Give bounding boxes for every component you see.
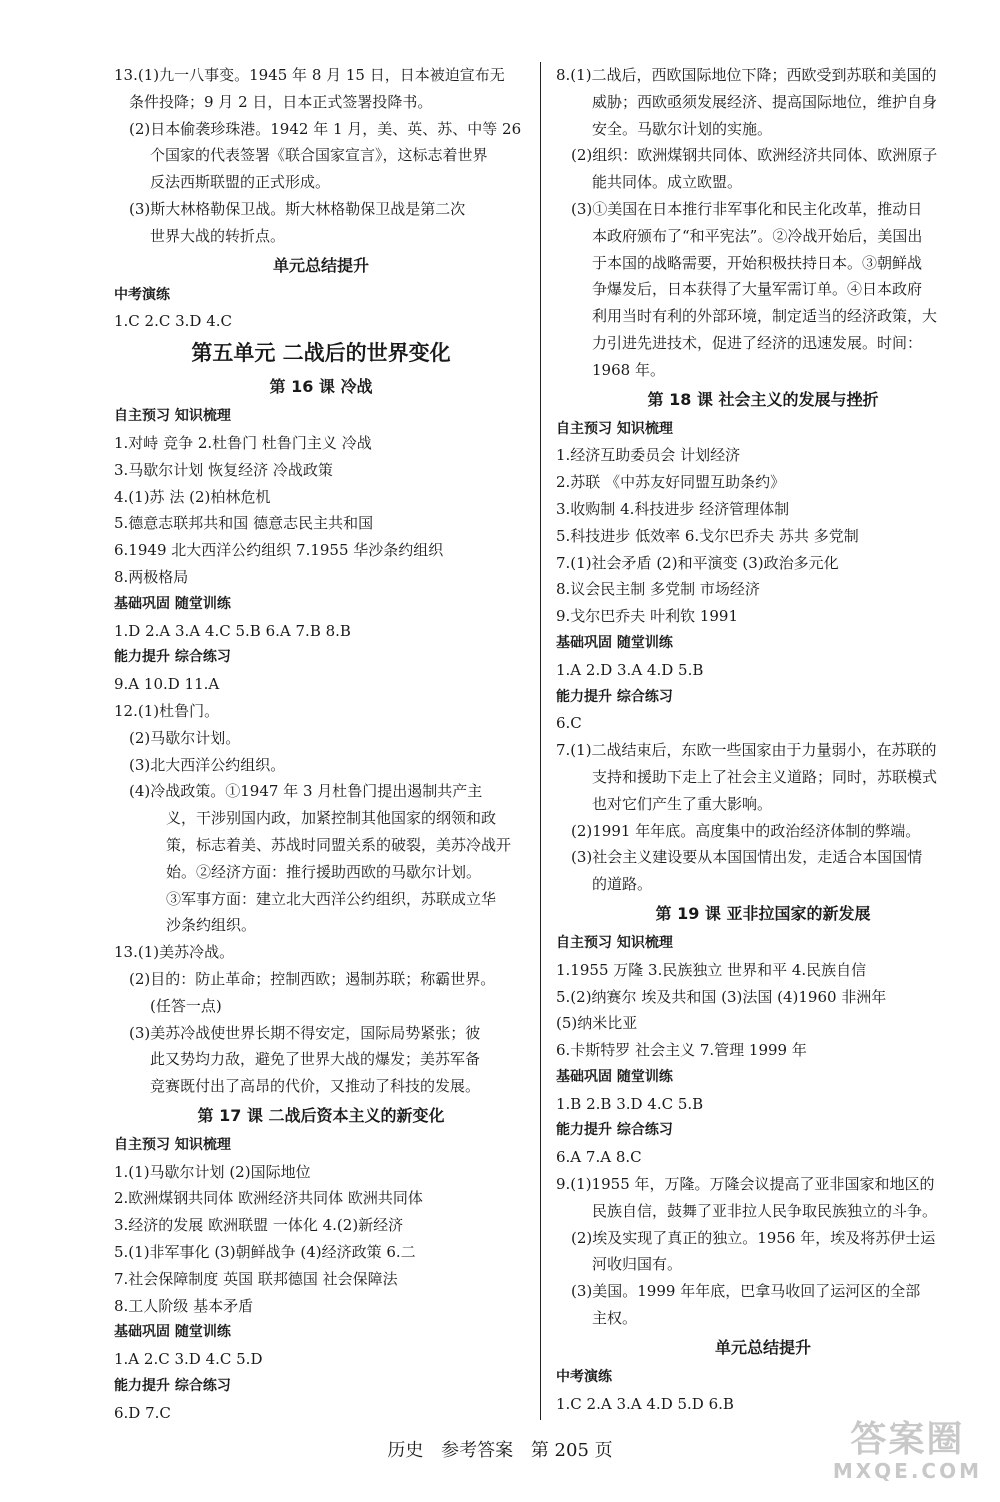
footer-page-number: 第 205 页 — [530, 1440, 613, 1461]
subsection-heading: 基础巩固 随堂训练 — [556, 1068, 673, 1085]
answer-line: 13.(1)九一八事变。1945 年 8 月 15 日，日本被迫宣布无 — [114, 66, 505, 84]
answer-line: 的道路。 — [592, 875, 653, 894]
answer-line: 6.卡斯特罗 社会主义 7.管理 1999 年 — [556, 1041, 807, 1060]
answer-line: 3.马歇尔计划 恢复经济 冷战政策 — [114, 460, 333, 479]
answer-line: 个国家的代表签署《联合国家宣言》，这标志着世界 — [150, 146, 488, 165]
answer-line: 义，干涉别国内政，加紧控制其他国家的纲领和政 — [166, 809, 497, 828]
subsection-heading: 自主预习 知识梳理 — [114, 408, 231, 425]
answer-line: 条件投降；9 月 2 日，日本正式签署投降书。 — [129, 92, 433, 111]
answer-line: 支持和援助下走上了社会主义道路；同时，苏联模式 — [592, 767, 938, 786]
answer-line: (3)美苏冷战使世界长期不得安定，国际局势紧张；彼 — [129, 1023, 481, 1042]
answer-line: (3)北大西洋公约组织。 — [129, 755, 286, 774]
answer-line: 6.A 7.A 8.C — [556, 1148, 642, 1167]
answer-line: 1.C 2.A 3.A 4.D 5.D 6.B — [556, 1394, 734, 1413]
answer-line: 5.德意志联邦共和国 德意志民主共和国 — [114, 514, 374, 533]
watermark-bottom: MXQE.COM — [832, 1459, 982, 1483]
footer-label: 参考答案 — [441, 1440, 514, 1461]
answer-line: 9.A 10.D 11.A — [114, 675, 220, 694]
answer-line: 7.(1)社会矛盾 (2)和平演变 (3)政治多元化 — [556, 553, 839, 572]
answer-line: 2.欧洲煤钢共同体 欧洲经济共同体 欧洲共同体 — [114, 1189, 423, 1208]
answer-line: 3.收购制 4.科技进步 经济管理体制 — [556, 499, 790, 518]
answer-line: 6.1949 北大西洋公约组织 7.1955 华沙条约组织 — [114, 541, 444, 560]
answer-line: 争爆发后，日本获得了大量军需订单。④日本政府 — [592, 280, 923, 299]
subsection-heading: 基础巩固 随堂训练 — [114, 595, 231, 612]
answer-line: (2)组织：欧洲煤钢共同体、欧洲经济共同体、欧洲原子 — [571, 146, 938, 165]
unit-title: 第五单元 二战后的世界变化 — [191, 341, 451, 366]
answer-line: (2)日本偷袭珍珠港。1942 年 1 月，美、英、苏、中等 26 — [129, 119, 522, 138]
subsection-heading: 基础巩固 随堂训练 — [556, 634, 673, 651]
answer-line: 竞赛既付出了高昂的代价，又推动了科技的发展。 — [150, 1077, 481, 1096]
answer-line: 5.科技进步 低效率 6.戈尔巴乔夫 苏共 多党制 — [556, 526, 859, 545]
answer-line: 9.(1)1955 年，万隆。万隆会议提高了亚非国家和地区的 — [556, 1175, 935, 1194]
answer-line: 8.两极格局 — [114, 567, 189, 586]
answer-line: 力引进先进技术，促进了经济的迅速发展。时间： — [592, 333, 923, 352]
answer-line: 此又势均力敌，避免了世界大战的爆发；美苏军备 — [150, 1050, 481, 1069]
answer-line: (4)冷战政策。①1947 年 3 月杜鲁门提出遏制共产主 — [129, 782, 483, 801]
answer-line: 6.D 7.C — [114, 1403, 171, 1422]
subsection-heading: 自主预习 知识梳理 — [114, 1136, 231, 1153]
answer-line: 5.(2)纳赛尔 埃及共和国 (3)法国 (4)1960 非洲年 — [556, 987, 887, 1006]
subsection-heading: 能力提升 综合练习 — [556, 1122, 673, 1139]
answer-line: (3)美国。1999 年年底，巴拿马收回了运河区的全部 — [571, 1282, 921, 1301]
answer-line: 策，标志着美、苏战时同盟关系的破裂，美苏冷战开 — [166, 835, 512, 854]
subsection-heading: 能力提升 综合练习 — [114, 649, 231, 666]
watermark-top: 答案圈 — [850, 1419, 965, 1460]
subsection-heading: 自主预习 知识梳理 — [556, 934, 673, 951]
lesson-title: 单元总结提升 — [272, 255, 369, 275]
lesson-title: 单元总结提升 — [714, 1337, 811, 1357]
answer-line: (2)马歇尔计划。 — [129, 728, 241, 747]
answer-line: 本政府颁布了“和平宪法”。②冷战开始后，美国出 — [592, 226, 923, 245]
answer-line: 8.(1)二战后，西欧国际地位下降；西欧受到苏联和美国的 — [556, 66, 937, 84]
answer-line: 安全。马歇尔计划的实施。 — [592, 119, 773, 138]
right-column — [556, 62, 970, 1417]
answer-line: (任答一点) — [150, 996, 222, 1015]
answer-line: 1.C 2.C 3.D 4.C — [114, 312, 233, 331]
answer-line: 也对它们产生了重大影响。 — [592, 794, 773, 813]
answer-line: 3.经济的发展 欧洲联盟 一体化 4.(2)新经济 — [114, 1216, 404, 1235]
lesson-title: 第 18 课 社会主义的发展与挫折 — [647, 389, 879, 409]
answer-line: 沙条约组织。 — [166, 916, 257, 935]
answer-line: 1.B 2.B 3.D 4.C 5.B — [556, 1094, 704, 1113]
answer-line: 1968 年。 — [592, 360, 665, 379]
answer-line: 能共同体。成立欧盟。 — [592, 173, 743, 192]
answer-line: 6.C — [556, 714, 582, 733]
answer-line: 世界大战的转折点。 — [150, 226, 286, 245]
answer-line: 1.经济互助委员会 计划经济 — [556, 446, 741, 465]
subsection-heading: 能力提升 综合练习 — [556, 688, 673, 705]
answer-line: 1.1955 万隆 3.民族独立 世界和平 4.民族自信 — [556, 960, 867, 979]
footer-subject: 历史 — [387, 1440, 424, 1461]
answer-line: 7.社会保障制度 英国 联邦德国 社会保障法 — [114, 1269, 398, 1288]
answer-line: 4.(1)苏 法 (2)柏林危机 — [114, 487, 271, 506]
lesson-title: 第 19 课 亚非拉国家的新发展 — [655, 903, 871, 923]
lesson-title: 第 16 课 冷战 — [269, 377, 373, 397]
subsection-heading: 能力提升 综合练习 — [114, 1378, 231, 1395]
answer-line: (5)纳米比亚 — [556, 1014, 638, 1033]
answer-line: 1.A 2.C 3.D 4.C 5.D — [114, 1350, 263, 1369]
answer-line: (3)①美国在日本推行非军事化和民主化改革，推动日 — [571, 199, 923, 218]
answer-line: (2)目的：防止革命；控制西欧；遏制苏联；称霸世界。 — [129, 969, 496, 988]
watermark-logo — [833, 1420, 982, 1482]
answer-line: 民族自信，鼓舞了亚非拉人民争取民族独立的斗争。 — [592, 1201, 938, 1220]
answer-line: 利用当时有利的外部环境，制定适当的经济政策，大 — [592, 307, 938, 326]
answer-line: 威胁；西欧亟须发展经济、提高国际地位，维护自身 — [592, 92, 938, 111]
answer-line: (2)埃及实现了真正的独立。1956 年，埃及将苏伊士运 — [571, 1228, 936, 1247]
answer-line: 13.(1)美苏冷战。 — [114, 943, 235, 962]
answer-line: 1.对峙 竞争 2.杜鲁门 杜鲁门主义 冷战 — [114, 433, 372, 452]
left-column — [114, 62, 528, 1427]
answer-line: 9.戈尔巴乔夫 叶利钦 1991 — [556, 607, 739, 626]
answer-line: (2)1991 年年底。高度集中的政治经济体制的弊端。 — [571, 821, 921, 840]
answer-line: 8.议会民主制 多党制 市场经济 — [556, 580, 760, 599]
answer-line: 2.苏联 《中苏友好同盟互助条约》 — [556, 473, 786, 492]
answer-line: 始。②经济方面：推行援助西欧的马歇尔计划。 — [166, 862, 482, 881]
answer-line: 河收归国有。 — [592, 1255, 683, 1274]
answer-line: 12.(1)杜鲁门。 — [114, 701, 220, 720]
subsection-heading: 中考演练 — [556, 1368, 612, 1385]
lesson-title: 第 17 课 二战后资本主义的新变化 — [197, 1105, 445, 1125]
subsection-heading: 中考演练 — [114, 286, 170, 303]
answer-line: 1.(1)马歇尔计划 (2)国际地位 — [114, 1162, 311, 1181]
answer-line: 8.工人阶级 基本矛盾 — [114, 1296, 254, 1315]
answer-line: (3)社会主义建设要从本国国情出发，走适合本国国情 — [571, 848, 923, 867]
column-divider — [540, 62, 541, 1420]
answer-line: 7.(1)二战结束后，东欧一些国家由于力量弱小，在苏联的 — [556, 741, 937, 760]
answer-line: 主权。 — [592, 1309, 638, 1328]
subsection-heading: 自主预习 知识梳理 — [556, 420, 673, 437]
subsection-heading: 基础巩固 随堂训练 — [114, 1324, 231, 1341]
answer-line: (3)斯大林格勒保卫战。斯大林格勒保卫战是第二次 — [129, 199, 466, 218]
answer-line: ③军事方面：建立北大西洋公约组织，苏联成立华 — [166, 889, 497, 908]
answer-line: 1.A 2.D 3.A 4.D 5.B — [556, 660, 704, 679]
answer-line: 反法西斯联盟的正式形成。 — [150, 173, 331, 192]
answer-line: 于本国的战略需要，开始积极扶持日本。③朝鲜战 — [592, 253, 923, 272]
answer-line: 5.(1)非军事化 (3)朝鲜战争 (4)经济政策 6.二 — [114, 1243, 416, 1262]
answer-line: 1.D 2.A 3.A 4.C 5.B 6.A 7.B 8.B — [114, 621, 351, 640]
